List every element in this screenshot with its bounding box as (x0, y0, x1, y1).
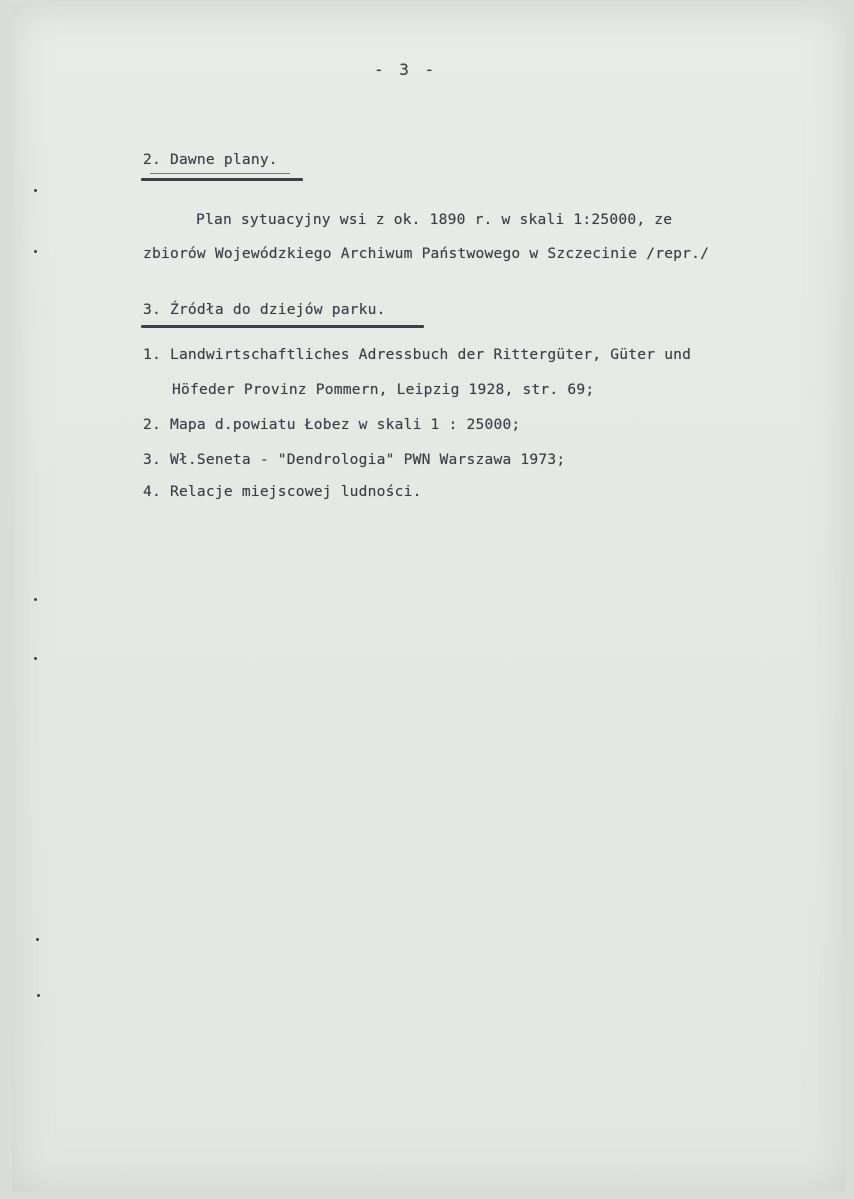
section-3-underline (141, 325, 424, 328)
section-2-paragraph-line-1: Plan sytuacyjny wsi z ok. 1890 r. w skali 1:25000, ze (196, 211, 673, 228)
source-item-3: 3. Wł.Seneta - "Dendrologia" PWN Warszawa 1973; (143, 451, 566, 468)
punch-mark (37, 994, 40, 997)
punch-mark (36, 938, 39, 941)
document-page (12, 6, 846, 1192)
section-2-underline (141, 178, 303, 181)
section-3-heading (143, 301, 386, 323)
source-item-1-line-2: Höfeder Provinz Pommern, Leipzig 1928, str. 69; (172, 381, 595, 398)
punch-mark (34, 189, 37, 192)
section-2-paragraph-line-2: zbiorów Wojewódzkiego Archiwum Państwowego w Szczecinie /repr./ (143, 245, 710, 262)
source-item-1-line-1: 1. Landwirtschaftliches Adressbuch der Rittergüter, Güter und (143, 346, 692, 363)
punch-mark (34, 250, 37, 253)
section-3-heading-text: 3. Źródła do dziejów parku. (143, 301, 386, 318)
punch-mark (34, 598, 37, 601)
section-2-heading-text: 2. Dawne plany. (143, 151, 278, 168)
source-item-2: 2. Mapa d.powiatu Łobez w skali 1 : 25000; (143, 416, 521, 433)
section-2-underline-faint (150, 173, 290, 174)
section-2-heading (143, 151, 278, 173)
punch-mark (34, 657, 37, 660)
source-item-4: 4. Relacje miejscowej ludności. (143, 483, 422, 500)
page-number: - 3 - (374, 60, 438, 79)
